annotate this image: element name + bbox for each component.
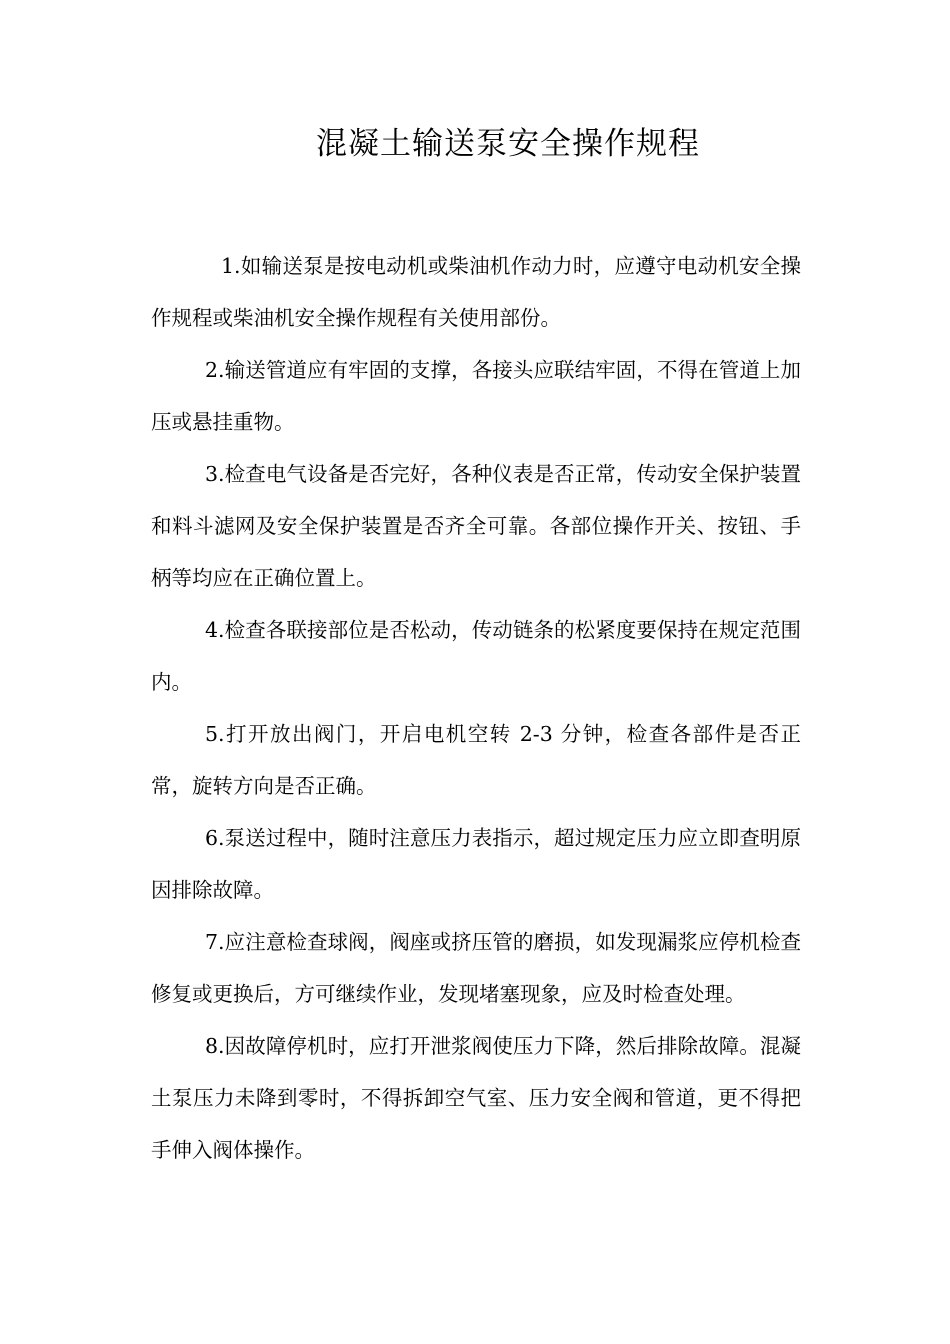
paragraph-7: 7.应注意检查球阀，阀座或挤压管的磨损，如发现漏浆应停机检查修复或更换后，方可继续作业，发现堵塞现象，应及时检查处理。 <box>151 930 801 1006</box>
paragraph-8: 8.因故障停机时，应打开泄浆阀使压力下降，然后排除故障。混凝土泵压力未降到零时，不得拆卸空气室、压力安全阀和管道，更不得把手伸入阀体操作。 <box>151 1034 801 1162</box>
paragraph-5: 5.打开放出阀门，开启电机空转 2-3 分钟，检查各部件是否正常，旋转方向是否正确。 <box>151 722 801 798</box>
paragraph-1: 1.如输送泵是按电动机或柴油机作动力时，应遵守电动机安全操作规程或柴油机安全操作规程有关使用部份。 <box>151 254 801 330</box>
paragraph-3: 3.检查电气设备是否完好，各种仪表是否正常，传动安全保护装置和料斗滤网及安全保护装置是否齐全可靠。各部位操作开关、按钮、手柄等均应在正确位置上。 <box>151 462 801 590</box>
paragraph-4: 4.检查各联接部位是否松动，传动链条的松紧度要保持在规定范围内。 <box>151 618 801 694</box>
document-body <box>151 240 801 1176</box>
paragraph-6: 6.泵送过程中，随时注意压力表指示，超过规定压力应立即查明原因排除故障。 <box>151 826 801 902</box>
document-title: 混凝土输送泵安全操作规程 <box>316 126 700 162</box>
paragraph-2: 2.输送管道应有牢固的支撑，各接头应联结牢固，不得在管道上加压或悬挂重物。 <box>151 358 801 434</box>
